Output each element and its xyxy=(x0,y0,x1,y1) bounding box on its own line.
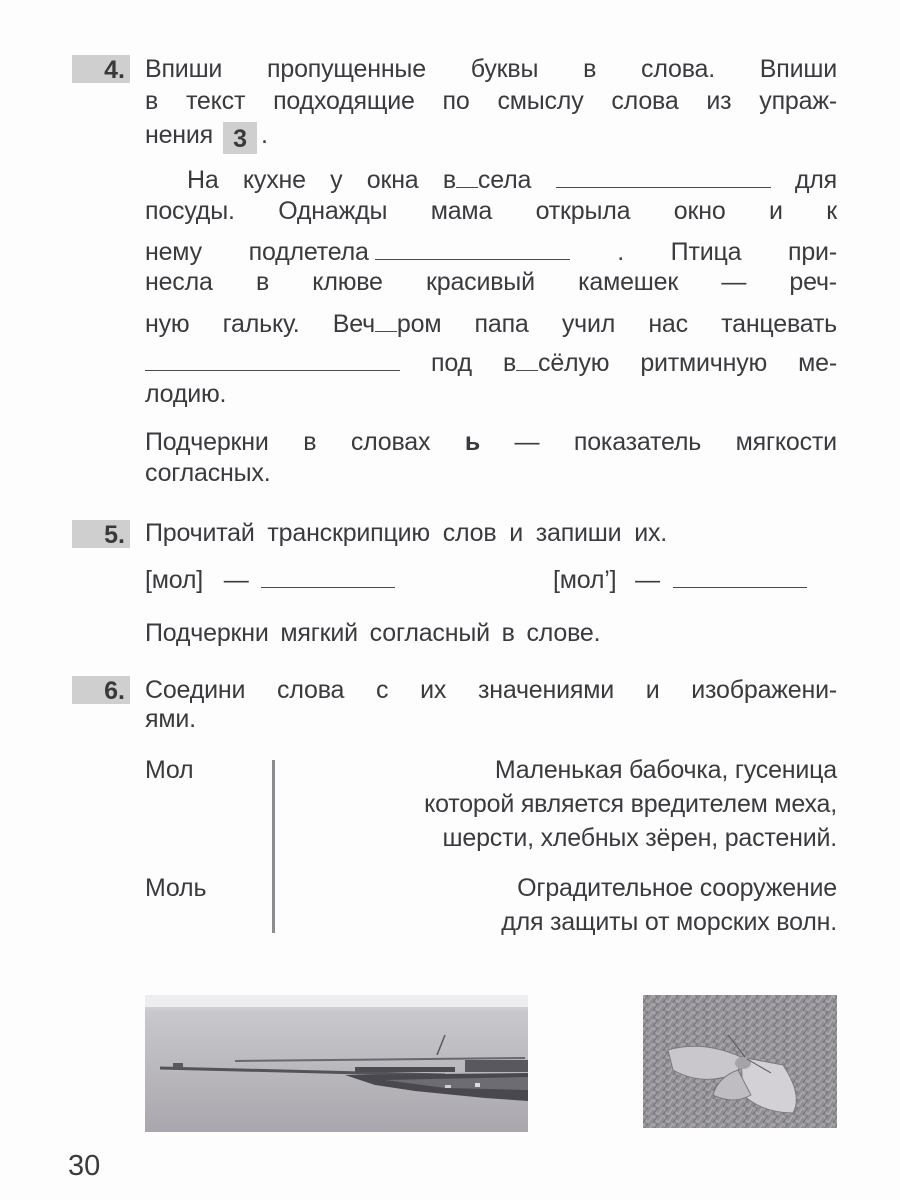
word: ритмичную xyxy=(640,349,768,377)
word: в xyxy=(145,87,159,115)
text-line-2 xyxy=(145,196,837,226)
word: Птица xyxy=(670,238,742,266)
text-line-3 xyxy=(145,237,837,267)
word: нения xyxy=(145,121,214,149)
exercise-4-number: 4. xyxy=(72,55,130,83)
breakwater-image xyxy=(145,995,528,1132)
word-part: села xyxy=(477,166,532,194)
word: слов xyxy=(442,519,497,547)
word-part: сёлую xyxy=(538,349,610,377)
word: Подчеркни xyxy=(145,619,269,647)
word: Однажды xyxy=(278,197,388,225)
meaning-line: Оградительное сооружение xyxy=(517,874,837,902)
word: запиши xyxy=(535,519,622,547)
text-line-4 xyxy=(145,267,837,297)
word: изображени- xyxy=(691,676,837,704)
exercise-6-instruction-line-2: ями. xyxy=(145,705,196,733)
word-part: в xyxy=(442,166,456,194)
word: текст xyxy=(185,87,246,115)
word: Подчеркни xyxy=(145,428,269,456)
word: слова xyxy=(611,87,679,115)
word: окно xyxy=(673,197,726,225)
word: к xyxy=(826,197,837,225)
word: транскрипцию xyxy=(267,519,430,547)
word: мягкий xyxy=(280,619,358,647)
word: у xyxy=(330,166,343,194)
word: из xyxy=(706,87,732,115)
word: согласный xyxy=(369,619,490,647)
word: На xyxy=(187,166,219,194)
word-part: в xyxy=(502,349,517,377)
transcription: [мол’] xyxy=(553,566,617,594)
exercise-5-task xyxy=(145,618,600,648)
soft-sign-letter: ь xyxy=(464,428,480,456)
word: папа xyxy=(474,310,529,338)
word: подходящие xyxy=(273,87,415,115)
word: и xyxy=(769,197,783,225)
text-line-5 xyxy=(145,309,837,339)
word-with-gap xyxy=(333,309,442,339)
word: несла xyxy=(145,268,213,296)
word: с xyxy=(376,676,389,704)
word: кухне xyxy=(242,166,306,194)
text-line-6 xyxy=(145,348,837,378)
word: в xyxy=(303,428,317,456)
word-with-gap xyxy=(443,165,531,195)
transcription-1 xyxy=(145,565,395,595)
meaning-line: для защиты от морских волн. xyxy=(501,908,837,936)
word: нас xyxy=(648,310,688,338)
match-word-mol[interactable]: Мол xyxy=(145,756,194,784)
word: посуды. xyxy=(145,197,235,225)
word: под xyxy=(431,349,472,377)
word: и xyxy=(645,676,660,704)
word: Прочитай xyxy=(145,519,255,547)
match-word-mol-soft[interactable]: Моль xyxy=(145,874,207,902)
moth-image xyxy=(643,995,837,1128)
word: нему xyxy=(145,238,202,266)
word-with-gap xyxy=(503,348,609,378)
exercise-reference-badge: 3 xyxy=(223,122,257,154)
word: учил xyxy=(561,310,616,338)
word: их. xyxy=(634,519,667,547)
transcription: [мол] xyxy=(145,566,204,594)
word: их xyxy=(420,676,447,704)
transcription-2 xyxy=(553,565,807,595)
exercise-4-instruction-line-1 xyxy=(145,54,837,84)
dash: — xyxy=(514,428,540,456)
word: упраж- xyxy=(759,87,837,115)
word: Соедини xyxy=(145,676,246,704)
dash: — xyxy=(223,566,249,594)
breakwater-sea-photo[interactable] xyxy=(145,995,528,1132)
letter-blank[interactable] xyxy=(456,167,478,188)
word: в xyxy=(501,619,515,647)
word: подлетела xyxy=(248,238,369,266)
word: при- xyxy=(788,238,837,266)
punctuation: . xyxy=(617,238,624,266)
word: по xyxy=(442,87,470,115)
dash: — xyxy=(635,566,660,594)
task-line-2: согласных. xyxy=(145,459,271,487)
word: Впиши xyxy=(145,55,223,83)
exercise-4-instruction-line-3 xyxy=(145,120,837,154)
word: смыслу xyxy=(497,87,584,115)
moth-on-wool-photo[interactable] xyxy=(643,995,837,1128)
word-blank-1[interactable] xyxy=(556,165,771,188)
meaning-line: которой является вредителем меха, xyxy=(424,790,837,818)
word: камешек xyxy=(578,268,679,296)
word: ную xyxy=(145,310,190,338)
letter-blank[interactable] xyxy=(375,311,397,332)
word: в xyxy=(583,55,597,83)
word: слова xyxy=(277,676,345,704)
word: словах xyxy=(350,428,431,456)
word-part: ром xyxy=(396,310,442,338)
meaning-line: шерсти, хлебных зёрен, растений. xyxy=(442,824,837,852)
word: Впиши xyxy=(759,55,837,83)
answer-blank-1[interactable] xyxy=(261,565,395,588)
punctuation: . xyxy=(261,121,268,149)
word: пропущенные xyxy=(267,55,426,83)
word: слова. xyxy=(641,55,715,83)
word: ме- xyxy=(798,349,837,377)
word: мягкости xyxy=(735,428,837,456)
text-line-1 xyxy=(187,165,837,195)
word: показатель xyxy=(573,428,702,456)
page-number: 30 xyxy=(68,1150,101,1182)
exercise-5-number: 5. xyxy=(72,520,130,548)
word: реч- xyxy=(789,268,837,296)
word: гальку. xyxy=(222,310,300,338)
word: открыла xyxy=(535,197,631,225)
exercise-5-instruction xyxy=(145,518,667,548)
word-with-blank xyxy=(249,237,571,267)
word: мама xyxy=(430,197,493,225)
word: значениями xyxy=(477,676,614,704)
word: — xyxy=(721,268,747,296)
word: слове. xyxy=(526,619,601,647)
word-part: Веч xyxy=(332,310,375,338)
task-line-1 xyxy=(145,427,837,457)
word-blank-2[interactable] xyxy=(375,237,570,260)
text-line-7: лодию. xyxy=(145,380,227,408)
answer-blank-2[interactable] xyxy=(673,565,807,588)
word: клюве xyxy=(312,268,383,296)
word: окна xyxy=(366,166,419,194)
word: красивый xyxy=(426,268,535,296)
exercise-6-number: 6. xyxy=(72,676,130,704)
word: буквы xyxy=(470,55,539,83)
word: для xyxy=(794,166,837,194)
exercise-6-instruction-line-1 xyxy=(145,675,837,705)
exercise-4-instruction-line-2 xyxy=(145,86,837,116)
word: и xyxy=(509,519,523,547)
word: в xyxy=(255,268,270,296)
meaning-line: Маленькая бабочка, гусеница xyxy=(494,756,837,784)
letter-blank[interactable] xyxy=(516,350,538,371)
word: танцевать xyxy=(721,310,837,338)
word-blank-3[interactable] xyxy=(145,348,400,371)
